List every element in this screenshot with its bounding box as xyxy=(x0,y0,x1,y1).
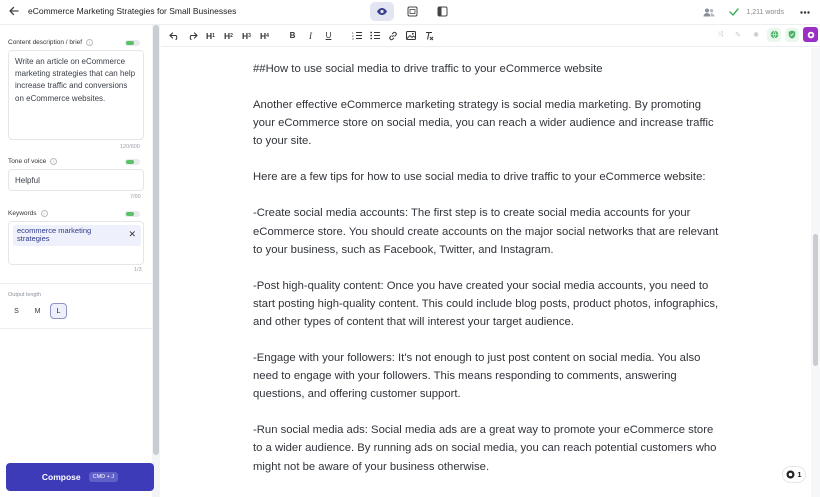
keyword-chip xyxy=(13,225,141,246)
keywords-counter: 1/3 xyxy=(134,267,142,273)
top-bar xyxy=(0,0,820,24)
length-s-button[interactable]: S xyxy=(14,307,19,315)
heading-2-button[interactable]: H 2 xyxy=(224,30,233,41)
clear-format-icon[interactable] xyxy=(420,27,437,45)
pen-icon[interactable]: ✎ xyxy=(735,31,741,39)
info-icon[interactable]: i xyxy=(41,210,48,217)
document-title[interactable]: eCommerce Marketing Strategies for Small Businesses xyxy=(28,6,237,16)
notification-badge[interactable] xyxy=(782,466,806,483)
keywords-input[interactable] xyxy=(8,221,144,265)
sparkle-icon[interactable]: ✺ xyxy=(753,31,759,39)
italic-icon[interactable]: I xyxy=(309,30,312,41)
eye-icon xyxy=(376,7,388,16)
brief-counter: 120/600 xyxy=(120,144,140,150)
image-icon[interactable] xyxy=(402,27,419,45)
sidebar-scroll-thumb[interactable] xyxy=(153,25,159,455)
svg-text:2: 2 xyxy=(351,34,354,38)
length-m-button[interactable]: M xyxy=(34,307,41,315)
keywords-toggle[interactable] xyxy=(125,211,140,217)
sidebar-layout-button[interactable] xyxy=(430,2,454,21)
svg-text:1: 1 xyxy=(351,31,354,35)
editor-paragraph[interactable]: -Engage with your followers: It's not enough to just post content on social media. You also need to engage with your followers. This means responding to comments, answering questions, and offering customer support. xyxy=(253,352,701,401)
svg-text:3: 3 xyxy=(351,37,354,40)
editor-paragraph[interactable]: -Run social media ads: Social media ads are a great way to promote your eCommerce store to a wider audience. By running ads on social media, you can reach potential customers who might not be aware of your business otherwise. xyxy=(253,424,717,473)
toolbar-right xyxy=(713,27,820,42)
settings-sidebar xyxy=(0,25,152,497)
tone-label: Tone of voice xyxy=(8,158,47,165)
compose-button[interactable] xyxy=(6,463,154,491)
info-icon[interactable]: i xyxy=(86,39,93,46)
back-arrow-icon[interactable] xyxy=(8,5,22,19)
underline-icon[interactable]: U xyxy=(325,31,332,40)
keyword-chip-label: ecommerce marketing strategies xyxy=(17,226,92,243)
undo-icon[interactable] xyxy=(166,27,183,45)
brief-label: Content description / brief xyxy=(8,39,83,46)
panel-split-icon xyxy=(407,6,418,17)
heading-4-button[interactable]: H 4 xyxy=(260,30,269,41)
users-icon[interactable] xyxy=(702,5,716,19)
brief-label-row xyxy=(8,39,93,46)
tone-toggle[interactable] xyxy=(125,159,140,165)
editor-content[interactable] xyxy=(253,60,723,494)
sidebar-layout-icon xyxy=(437,6,448,17)
shuffle-icon[interactable]: ⤨ xyxy=(717,30,723,38)
info-icon[interactable]: i xyxy=(50,158,57,165)
heading-1-button[interactable]: H 1 xyxy=(206,30,215,41)
sidebar-divider xyxy=(0,328,152,329)
output-length-group xyxy=(8,303,67,319)
editor-paragraph[interactable]: Here are a few tips for how to use social media to drive traffic to your eCommerce website: xyxy=(253,171,706,184)
sidebar-scrollbar[interactable] xyxy=(152,25,160,497)
editor-paragraph[interactable]: ##How to use social media to drive traffic to your eCommerce website xyxy=(253,63,603,75)
keywords-label-row xyxy=(8,210,48,217)
editor-paragraph[interactable]: -Post high-quality content: Once you have created your social media accounts, you need to start posting high-quality content. This could include blog posts, product photos, infographics, and other types of content that will interest your target audience. xyxy=(253,279,719,328)
tone-counter: 7/60 xyxy=(130,194,141,200)
side-panel-mode-button[interactable] xyxy=(400,2,424,21)
editor-paragraph[interactable]: Another effective eCommerce marketing strategy is social media marketing. By promoting your eCommerce store on social media, you can reach a wider audience and increase traffic to your site. xyxy=(253,99,714,148)
chat-icon xyxy=(786,470,795,479)
remove-keyword-icon[interactable]: ✕ xyxy=(128,229,136,239)
length-l-button[interactable]: L xyxy=(50,303,67,319)
badge-count: 1 xyxy=(797,470,802,479)
globe-icon[interactable] xyxy=(767,28,781,42)
brief-toggle[interactable] xyxy=(125,40,140,46)
format-toolbar xyxy=(161,25,820,47)
compose-label: Compose xyxy=(41,472,81,482)
link-icon[interactable] xyxy=(384,27,401,45)
bullet-list-icon[interactable] xyxy=(366,27,383,45)
heading-3-button[interactable]: H 3 xyxy=(242,30,251,41)
checkmark-icon xyxy=(728,6,740,18)
numbered-list-icon[interactable] xyxy=(348,27,365,45)
tone-input[interactable]: Helpful xyxy=(8,169,144,191)
word-count: 1,211 words xyxy=(746,8,784,16)
assistant-icon[interactable] xyxy=(803,27,818,42)
view-mode-group xyxy=(370,2,454,22)
compose-shortcut: CMD + J xyxy=(89,472,119,482)
editor-paragraph[interactable]: -Create social media accounts: The first step is to create social media accounts for your eCommerce store. You should create accounts on the major social networks that are relevant to your business, such as Facebook, Twitter, and Instagram. xyxy=(253,207,719,256)
bold-icon[interactable]: B xyxy=(289,31,296,40)
preview-mode-button[interactable] xyxy=(370,2,394,21)
top-right-icons xyxy=(702,0,820,24)
output-length-label: Output length xyxy=(8,292,42,298)
tone-label-row xyxy=(8,158,57,165)
sidebar-divider xyxy=(0,283,152,284)
redo-icon[interactable] xyxy=(184,27,201,45)
brief-textarea[interactable]: Write an article on eCommerce marketing strategies that can help increase traffic and conversions on eCommerce websites. xyxy=(8,50,144,140)
shield-icon[interactable] xyxy=(785,28,799,42)
editor-scrollbar[interactable] xyxy=(811,48,820,497)
keywords-label: Keywords xyxy=(8,210,37,217)
more-options-icon[interactable] xyxy=(798,5,812,19)
editor-scroll-thumb[interactable] xyxy=(813,234,818,366)
